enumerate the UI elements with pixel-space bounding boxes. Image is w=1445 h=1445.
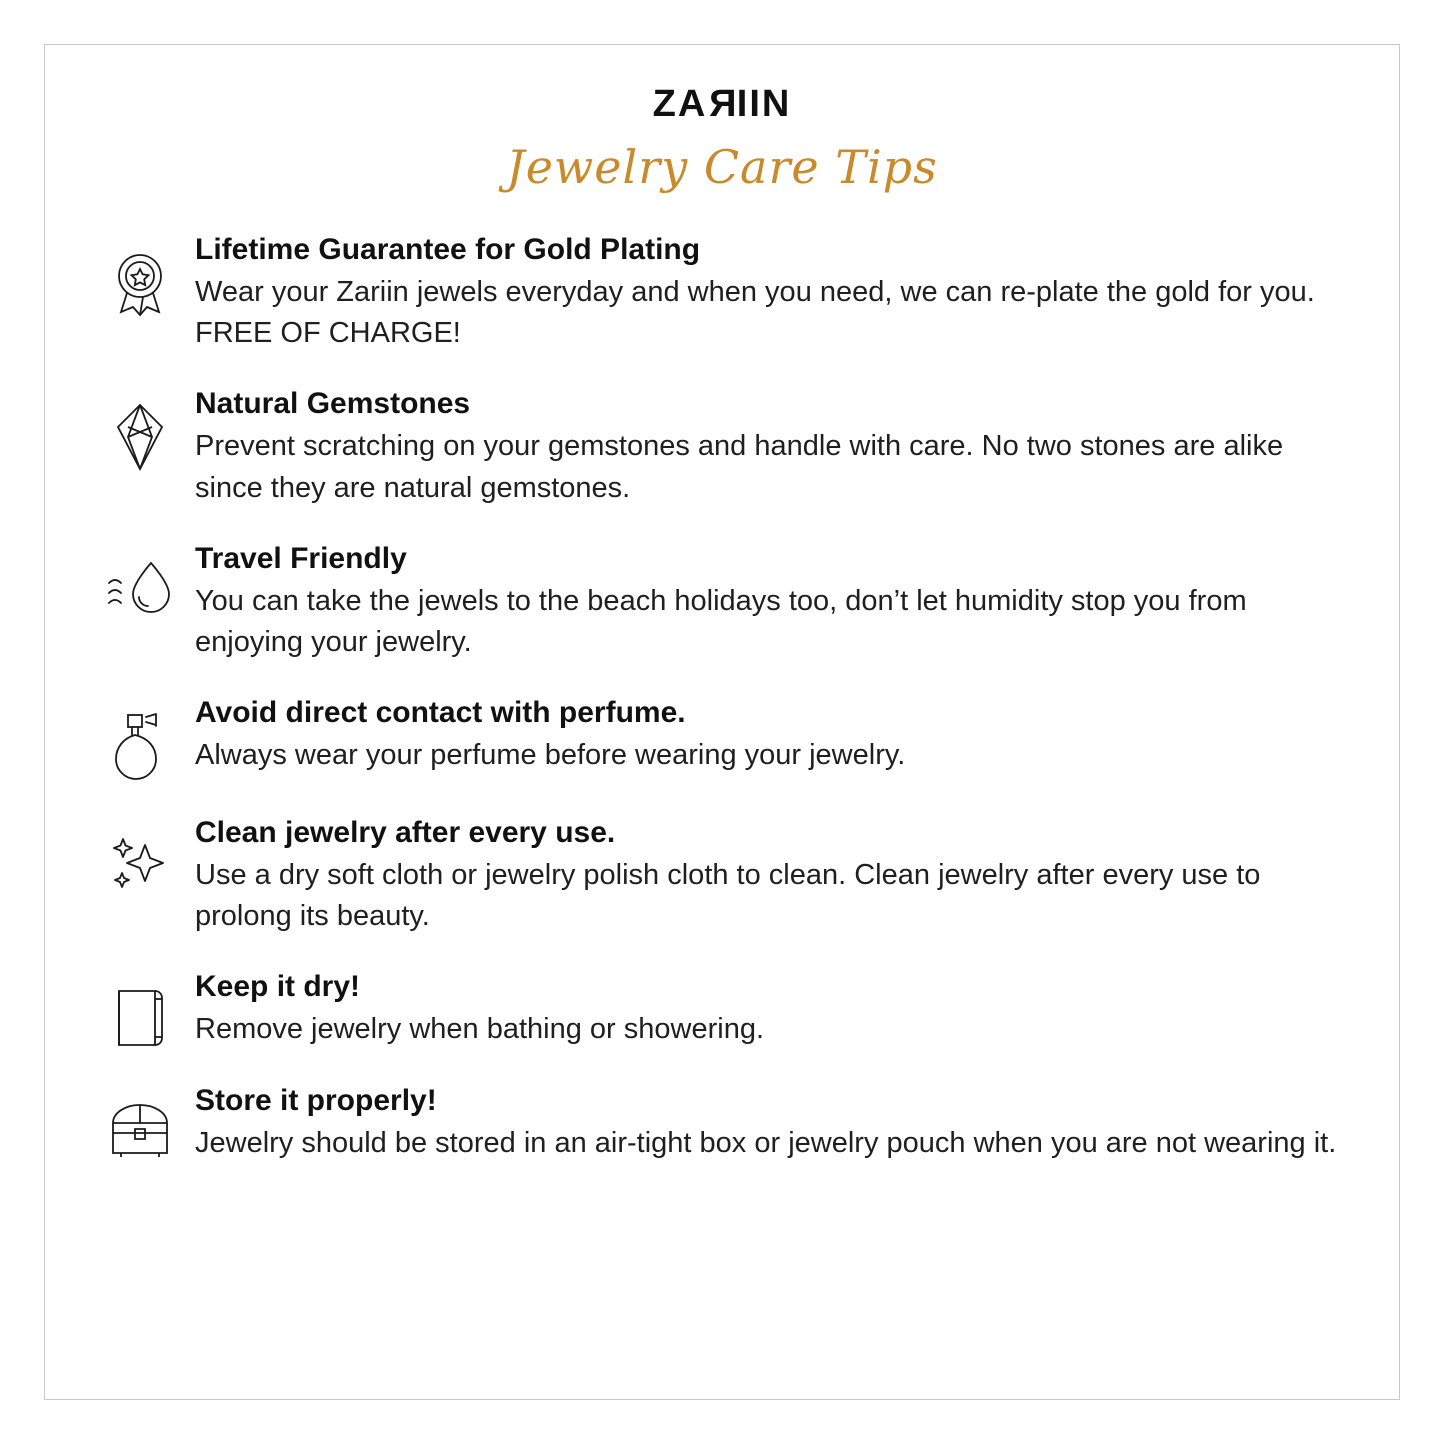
tip-title: Natural Gemstones	[195, 387, 471, 421]
tip-title: Avoid direct contact with perfume.	[195, 696, 686, 730]
tip-text: Remove jewelry when bathing or showering.	[195, 1013, 765, 1046]
water-drop-waves-icon	[85, 539, 195, 619]
list-item	[85, 1081, 1359, 1164]
tip-title: Lifetime Guarantee for Gold Plating	[195, 233, 701, 266]
brand-text-part2: IIN	[736, 83, 792, 125]
tip-text: Wear your Zariin jewels everyday and when you need, we can re-plate the gold for you. FREE OF CHARGE!	[195, 276, 1315, 350]
sparkles-icon	[85, 813, 195, 897]
tip-title: Clean jewelry after every use.	[195, 816, 616, 850]
tip-text: Prevent scratching on your gemstones and handle with care. No two stones are alike since they are natural gemstones.	[195, 430, 1284, 504]
tip-text: Always wear your perfume before wearing your jewelry.	[195, 739, 906, 772]
brand-text-flipped-r: R	[707, 83, 737, 125]
tip-title: Travel Friendly	[195, 541, 407, 575]
list-item	[85, 230, 1359, 354]
tip-body	[195, 384, 1359, 508]
list-item	[85, 539, 1359, 663]
brand-logo	[45, 83, 1399, 126]
list-item	[85, 813, 1359, 937]
care-tips-card	[44, 44, 1400, 1400]
tip-body	[195, 1081, 1359, 1164]
page-title: Jewelry Care Tips	[506, 140, 938, 194]
list-item	[85, 693, 1359, 783]
list-item	[85, 967, 1359, 1051]
tip-body	[195, 967, 1359, 1050]
tip-body	[195, 539, 1359, 663]
tips-list	[45, 230, 1399, 1165]
tip-text: You can take the jewels to the beach holidays too, don’t let humidity stop you from enjoying your jewelry.	[195, 584, 1247, 658]
tip-body	[195, 693, 1359, 776]
badge-ribbon-icon	[85, 230, 195, 316]
tip-body	[195, 230, 1359, 354]
perfume-bottle-icon	[85, 693, 195, 783]
tip-title: Keep it dry!	[195, 970, 361, 1004]
tip-text: Use a dry soft cloth or jewelry polish cloth to clean. Clean jewelry after every use to prolong its beauty.	[195, 859, 1261, 933]
jewelry-box-icon	[85, 1081, 195, 1159]
brand-text-part1: ZA	[652, 83, 708, 125]
tip-text: Jewelry should be stored in an air-tight box or jewelry pouch when you are not wearing it.	[195, 1127, 1337, 1160]
towel-icon	[85, 967, 195, 1051]
gemstone-icon	[85, 384, 195, 472]
tip-body	[195, 813, 1359, 937]
tip-title: Store it properly!	[195, 1084, 437, 1118]
list-item	[85, 384, 1359, 508]
